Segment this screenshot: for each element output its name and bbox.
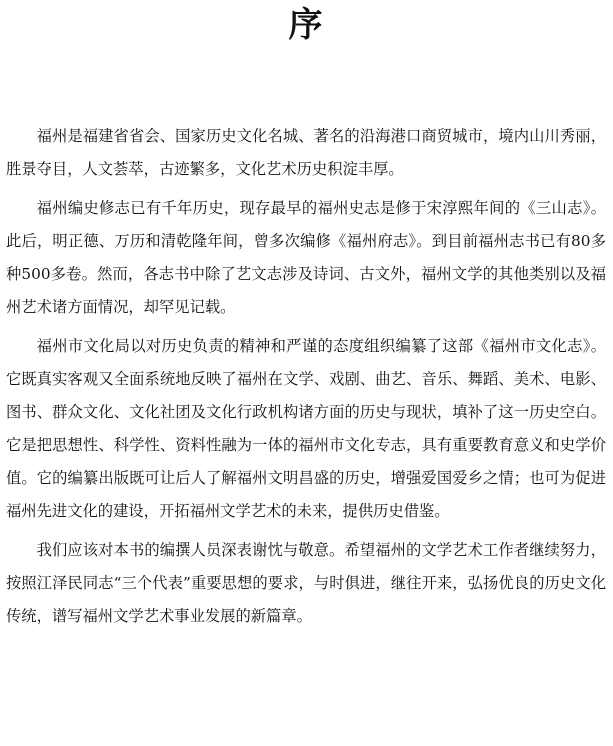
paragraph-2: 福州编史修志已有千年历史，现存最早的福州史志是修于宋淳熙年间的《三山志》。此后，明正德、万历和清乾隆年间，曾多次编修《福州府志》。到目前福州志书已有80多种500多卷。然而，各志书中除了艺文志涉及诗词、古文外，福州文学的其他类别以及福州艺术诸方面情况，却罕见记载。 — [6, 199, 606, 316]
paragraph-4: 我们应该对本书的编撰人员深表谢忱与敬意。希望福州的文学艺术工作者继续努力，按照江泽民同志“三个代表”重要思想的要求，与时俱进，继往开来，弘扬优良的历史文化传统，谱写福州文学艺术事业发展的新篇章。 — [6, 541, 606, 625]
paragraph-3: 福州市文化局以对历史负责的精神和严谨的态度组织编纂了这部《福州市文化志》。它既真实客观又全面系统地反映了福州在文学、戏剧、曲艺、音乐、舞蹈、美术、电影、图书、群众文化、文化社团及文化行政机构诸方面的历史与现状，填补了这一历史空白。它是把思想性、科学性、资料性融为一体的福州市文化专志，具有重要教育意义和史学价值。它的编纂出版既可让后人了解福州文明昌盛的历史，增强爱国爱乡之情；也可为促进福州先进文化的建设，开拓福州文学艺术的未来，提供历史借鉴。 — [6, 337, 606, 520]
page-title: 序 — [288, 5, 325, 45]
paragraph-1: 福州是福建省省会、国家历史文化名城、著名的沿海港口商贸城市，境内山川秀丽，胜景夺目，人文荟萃，古迹繁多，文化艺术历史积淀丰厚。 — [6, 127, 606, 178]
document-body — [6, 120, 606, 639]
